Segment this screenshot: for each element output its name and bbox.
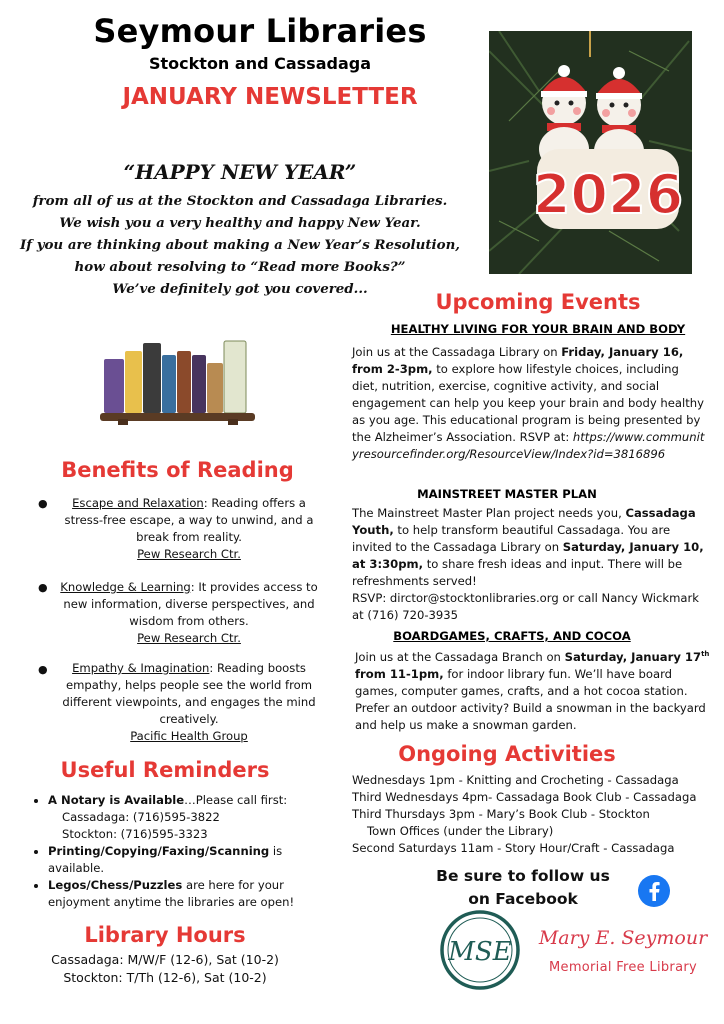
- greeting-block: [20, 160, 460, 300]
- bullet-icon: ●: [38, 497, 48, 510]
- benefit-title: Escape and Relaxation: [72, 496, 204, 510]
- mse-monogram-logo: [439, 909, 521, 991]
- greeting-line: We’ve definitely got you covered...: [112, 281, 368, 297]
- greeting-line: If you are thinking about making a New Year’s Resolution,: [20, 237, 460, 253]
- bullet-icon: ●: [38, 581, 48, 594]
- facebook-line: on Facebook: [468, 890, 578, 908]
- event-title: MAINSTREET MASTER PLAN: [417, 487, 597, 501]
- benefit-text: : It provides access to new information, diverse perspectives, and wisdom from others.: [63, 580, 318, 628]
- stockton-phone: Stockton: (716)595-3323: [62, 827, 208, 841]
- benefit-source: Pew Research Ctr.: [137, 547, 241, 561]
- event-description: Join us at the Cassadaga Branch on Saturday, January 17th from 11-1pm, for indoor library fun. We’ll have board games, computer games, crafts, and a hot cocoa station. Prefer an outdoor activity? Build a snowman in the backyard and help us make a snowman garden.: [355, 649, 710, 732]
- library-logo-name: Mary E. Seymour: [538, 927, 708, 949]
- hours-block: [20, 951, 310, 987]
- benefit-source: Pacific Health Group: [130, 729, 248, 743]
- ongoing-item: Third Wednesdays 4pm- Cassadaga Book Club - Cassadaga: [352, 790, 697, 804]
- ongoing-heading: Ongoing Activities: [398, 742, 616, 766]
- facebook-line: Be sure to follow us: [436, 867, 610, 885]
- event-rsvp-link[interactable]: https://www.communityresourcefinder.org/ResourceView/Index?id=3816896: [352, 430, 705, 461]
- reminders-list: [30, 792, 320, 911]
- newsletter-subtitle: Stockton and Cassadaga: [149, 54, 371, 73]
- snowman-ornament-photo: [489, 31, 692, 274]
- reminder-item: • A Notary is Available…Please call first: Cassadaga: (716)595-3822 Stockton: (716)595-3323: [48, 792, 320, 843]
- cassadaga-hours: Cassadaga: M/W/F (12-6), Sat (10-2): [51, 952, 279, 967]
- newsletter-month: JANUARY NEWSLETTER: [122, 84, 418, 110]
- benefit-item: [55, 660, 323, 745]
- bookshelf-illustration: [100, 333, 255, 425]
- greeting-headline: “HAPPY NEW YEAR”: [123, 160, 357, 184]
- bullet-icon: ●: [38, 663, 48, 676]
- reminder-item: • Printing/Copying/Faxing/Scanning is available.: [48, 843, 320, 877]
- stockton-hours: Stockton: T/Th (12-6), Sat (10-2): [63, 970, 267, 985]
- ongoing-item: Wednesdays 1pm - Knitting and Crocheting - Cassadaga: [352, 773, 679, 787]
- greeting-line: how about resolving to “Read more Books?”: [74, 259, 406, 275]
- benefit-source: Pew Research Ctr.: [137, 631, 241, 645]
- greeting-line: from all of us at the Stockton and Cassadaga Libraries.: [32, 193, 448, 209]
- event-description: Join us at the Cassadaga Library on Friday, January 16, from 2-3pm, to explore how lifestyle choices, including diet, nutrition, exercise, cognitive activity, and social engagement can help you keep your brain and body healthy as you age. This educational program is being presented by the Alzheimer’s Association. RSVP at: https://www.communityresourcefinder.org/ResourceView/Index?id=3816896: [352, 345, 705, 461]
- benefit-title: Knowledge & Learning: [60, 580, 191, 594]
- benefits-heading: Benefits of Reading: [61, 458, 294, 482]
- ongoing-item: Third Thursdays 3pm - Mary’s Book Club - Stockton: [352, 807, 650, 821]
- event-description: The Mainstreet Master Plan project needs you, Cassadaga Youth, to help transform beautiful Cassadaga. You are invited to the Cassadaga Library on Saturday, January 10, at 3:30pm, to share fresh ideas and input. There will be refreshments served! RSVP: dirctor@stocktonlibraries.org or call Nancy Wickmark at (716) 720-3935: [352, 506, 704, 622]
- svg-text:MSE: MSE: [448, 937, 512, 967]
- benefit-item: [55, 579, 323, 647]
- newsletter-title: Seymour Libraries: [93, 12, 427, 50]
- event-rsvp: RSVP: dirctor@stocktonlibraries.org or call Nancy Wickmark at (716) 720-3935: [352, 591, 699, 622]
- facebook-icon[interactable]: [637, 874, 671, 908]
- reminder-item: • Legos/Chess/Puzzles are here for your enjoyment anytime the libraries are open!: [48, 877, 320, 911]
- ongoing-item: Town Offices (under the Library): [367, 824, 554, 838]
- reminders-heading: Useful Reminders: [60, 758, 270, 782]
- event-title: HEALTHY LIVING FOR YOUR BRAIN AND BODY: [390, 322, 686, 336]
- ongoing-item: Second Saturdays 11am - Story Hour/Craft - Cassadaga: [352, 841, 675, 855]
- cassadaga-phone: Cassadaga: (716)595-3822: [62, 810, 220, 824]
- hours-heading: Library Hours: [84, 923, 246, 947]
- benefit-text: : Reading boosts empathy, helps people see the world from different viewpoints, and engages the mind creatively.: [62, 661, 316, 726]
- events-heading: Upcoming Events: [435, 290, 641, 314]
- facebook-callout: [410, 865, 636, 911]
- benefit-text: : Reading offers a stress-free escape, a way to unwind, and a break from reality.: [64, 496, 314, 544]
- greeting-line: We wish you a very healthy and happy New Year.: [59, 215, 421, 231]
- library-logo-tagline: Memorial Free Library: [549, 960, 697, 975]
- ornament-year: 2026: [532, 163, 684, 226]
- benefit-item: [55, 495, 323, 563]
- event-title: BOARDGAMES, CRAFTS, AND COCOA: [393, 629, 631, 643]
- ongoing-list: [352, 772, 722, 857]
- benefit-title: Empathy & Imagination: [72, 661, 210, 675]
